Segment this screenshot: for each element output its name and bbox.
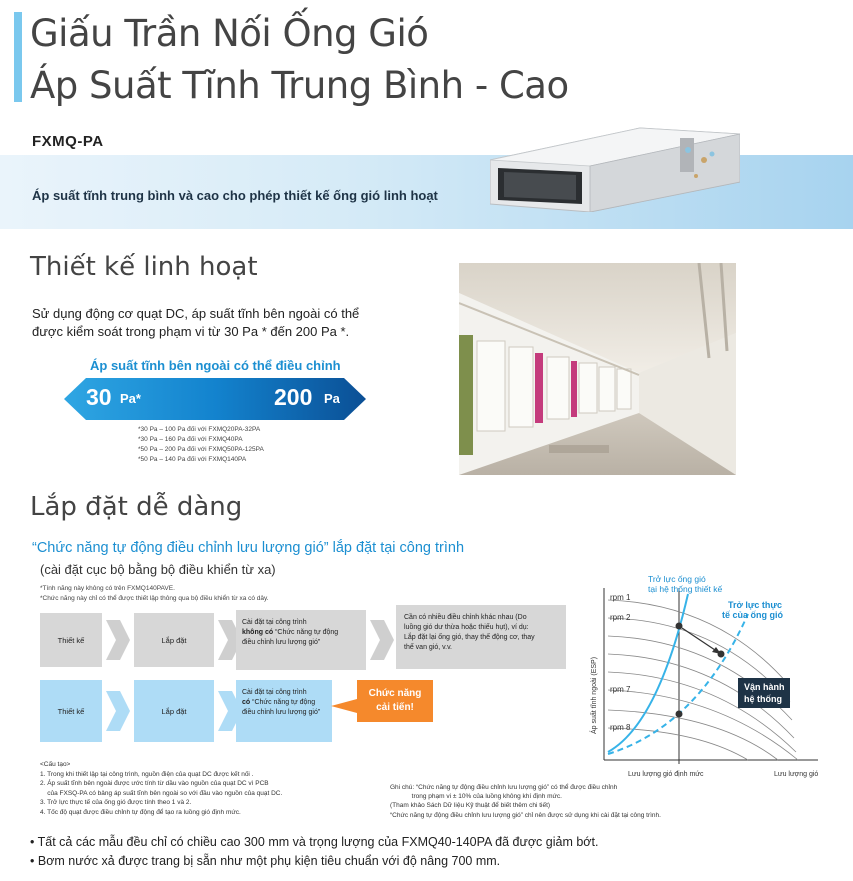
feature-bullets — [30, 833, 598, 871]
fan-curve-diagram — [578, 574, 838, 788]
row1-adjust-line: Lắp đặt lại ống gió, thay thế động cơ, thay — [404, 634, 535, 641]
auto-airflow-subheading: “Chức năng tự động điều chỉnh lưu lượng gió” lắp đặt tại công trình — [32, 540, 465, 556]
esp-max-value: 200 — [274, 384, 313, 410]
callout-pointer — [331, 699, 357, 713]
callout-line1: Chức năng — [368, 688, 422, 699]
bullet-text: Bơm nước xả được trang bị sẵn như một phụ kiện tiêu chuẩn với độ nâng 700 mm. — [37, 854, 501, 868]
row2-design-label: Thiết kế — [57, 706, 85, 716]
flexible-text-line2: được kiểm soát trong phạm vi từ 30 Pa * đến 200 Pa *. — [32, 324, 350, 339]
esp-footnotes — [138, 425, 264, 465]
rpm-label: rpm 8 — [610, 723, 631, 732]
row1-site-line2 — [242, 628, 338, 638]
row1-site-setting-text — [242, 618, 338, 648]
tagline-text: Áp suất tĩnh trung bình và cao cho phép thiết kế ống gió linh hoạt — [32, 188, 438, 203]
row1-site-bold: không có — [242, 629, 274, 636]
esp-footnote: *50 Pa – 200 Pa đối với FXMQ50PA-125PA — [138, 446, 264, 453]
structure-note: 3. Trở lực thực tế của ống gió được tính theo 1 và 2. — [40, 799, 192, 806]
esp-max-unit: Pa — [324, 391, 340, 406]
easy-install-heading: Lắp đặt dễ dàng — [30, 492, 243, 522]
operating-point — [676, 711, 683, 718]
esp-range-title: Áp suất tĩnh bên ngoài có thể điều chỉnh — [90, 358, 341, 373]
graph-note: “Chức năng tự động điều chỉnh lưu lượng gió” chỉ nên được sử dụng khi cài đặt tại công trình. — [390, 811, 661, 819]
structure-note: 1. Trong khi thiết lập tại công trình, nguồn điện của quạt DC được kết nối . — [40, 770, 254, 778]
row1-adjust-line: thế van gió, v.v. — [404, 644, 452, 651]
structure-notes — [40, 760, 282, 817]
title-accent-bar — [14, 12, 22, 102]
graph-note: trong phạm vi ± 10% của luồng không khí định mức. — [390, 793, 562, 801]
page-title-line2: Áp Suất Tĩnh Trung Bình - Cao — [30, 64, 569, 107]
auto-airflow-subheading2: (cài đặt cục bộ bằng bộ điều khiển từ xa) — [40, 562, 276, 577]
y-axis-label: Áp suất tĩnh ngoài (ESP) — [591, 656, 598, 734]
remote-note: *Chức năng này chỉ có thể được thiết lập thông qua bộ điều khiển từ xa có dây. — [40, 595, 269, 602]
design-resistance-label2: tại hệ thống thiết kế — [648, 584, 723, 594]
esp-footnote: *50 Pa – 140 Pa đối với FXMQ140PA — [138, 456, 247, 463]
esp-min-value: 30 — [86, 384, 112, 410]
actual-resistance-label: Trở lực thực — [728, 600, 782, 610]
row2-site-line1: Cài đặt tại công trình — [242, 689, 307, 696]
row2-arrow-1 — [106, 691, 130, 731]
improved-function-callout — [357, 680, 433, 722]
callout-line2: cải tiến! — [376, 702, 414, 713]
actual-resistance-label2: tế của ống gió — [722, 610, 784, 620]
row2-site-line2 — [242, 698, 320, 708]
esp-min-unit: Pa* — [120, 391, 141, 406]
row1-arrow-1 — [106, 620, 130, 660]
flexible-heading: Thiết kế linh hoạt — [30, 252, 258, 282]
row2-site-bold: có — [242, 699, 251, 706]
operation-label: Vận hành — [744, 682, 785, 692]
row2-design-box — [40, 680, 102, 742]
ducted-unit-image — [490, 120, 740, 212]
esp-footnote: *30 Pa – 100 Pa đối với FXMQ20PA-32PA — [138, 426, 261, 433]
shift-arrow — [682, 628, 718, 652]
graph-note: Ghi chú: “Chức năng tự động điều chỉnh lưu lượng gió” có thể được điều chỉnh — [390, 784, 618, 791]
row2-install-label: Lắp đặt — [161, 706, 187, 716]
model-code: FXMQ-PA — [32, 133, 104, 150]
row1-install-box — [134, 613, 214, 667]
row1-adjust-line: Cần có nhiều điều chỉnh khác nhau (Do — [404, 614, 527, 621]
row2-site-line3: điều chỉnh lưu lượng gió” — [242, 709, 321, 716]
x-axis-label: Lưu lượng gió — [774, 771, 819, 778]
bullet-text: Tất cả các mẫu đều chỉ có chiều cao 300 mm và trọng lượng của FXMQ40-140PA đã được giảm bớt. — [37, 835, 599, 849]
design-resistance-label: Trở lực ống gió — [648, 574, 706, 584]
page-title-line1: Giấu Trần Nối Ống Gió — [30, 12, 429, 55]
esp-footnote: *30 Pa – 160 Pa đối với FXMQ40PA — [138, 436, 243, 443]
x-rated-label: Lưu lượng gió định mức — [628, 771, 704, 778]
operating-point — [676, 623, 683, 630]
rpm-label: rpm 2 — [610, 613, 631, 622]
store-interior-photo — [459, 263, 736, 475]
structure-note: 2. Áp suất tĩnh bên ngoài được ước tính từ dầu vào nguồn của quạt DC vì PCB — [40, 780, 269, 787]
flexible-text-line1: Sử dụng động cơ quạt DC, áp suất tĩnh bên ngoài có thể — [32, 306, 360, 321]
bullet-item: • Bơm nước xả được trang bị sẵn như một phụ kiện tiêu chuẩn với độ nâng 700 mm. — [30, 854, 501, 868]
row2-site-setting-text — [242, 688, 320, 718]
row1-arrow-3 — [370, 620, 394, 660]
structure-note: của FXSQ-PA có bảng áp suất tĩnh bên ngoài so với đầu vào nguồn của quạt DC. — [40, 789, 283, 797]
row2-install-box — [134, 680, 214, 742]
structure-note: <Cấu tạo> — [40, 761, 71, 768]
graph-notes — [390, 783, 661, 820]
structure-note: 4. Tốc độ quạt được điều chỉnh tự động để tạo ra luồng gió định mức. — [40, 808, 241, 816]
row1-install-label: Lắp đặt — [161, 635, 187, 645]
rpm-curve — [608, 728, 748, 760]
row1-adjustment-text — [404, 613, 535, 653]
availability-note: *Tính năng này không có trên FXMQ140PAVE. — [40, 585, 175, 592]
row1-design-label: Thiết kế — [57, 635, 85, 645]
row2-site-rest: “Chức năng tự động — [250, 699, 316, 706]
graph-note: (Tham khảo Sách Dữ liệu Kỹ thuật để biết thêm chi tiết) — [390, 802, 551, 810]
rpm-label: rpm 7 — [610, 685, 631, 694]
operation-label2: hệ thống — [744, 694, 782, 704]
row1-site-line3: điều chỉnh lưu lượng gió” — [242, 639, 321, 646]
bullet-item: • Tất cả các mẫu đều chỉ có chiều cao 300 mm và trọng lượng của FXMQ40-140PA đã được giảm bớt. — [30, 835, 599, 849]
rpm-label: rpm 1 — [610, 593, 631, 602]
row1-adjust-line: luồng gió dư thừa hoặc thiếu hụt), ví dụ: — [404, 624, 529, 631]
row1-design-box — [40, 613, 102, 667]
row1-site-line1: Cài đặt tại công trình — [242, 619, 307, 626]
rpm-curve — [608, 710, 778, 760]
row1-site-rest: “Chức năng tự động — [273, 629, 339, 636]
